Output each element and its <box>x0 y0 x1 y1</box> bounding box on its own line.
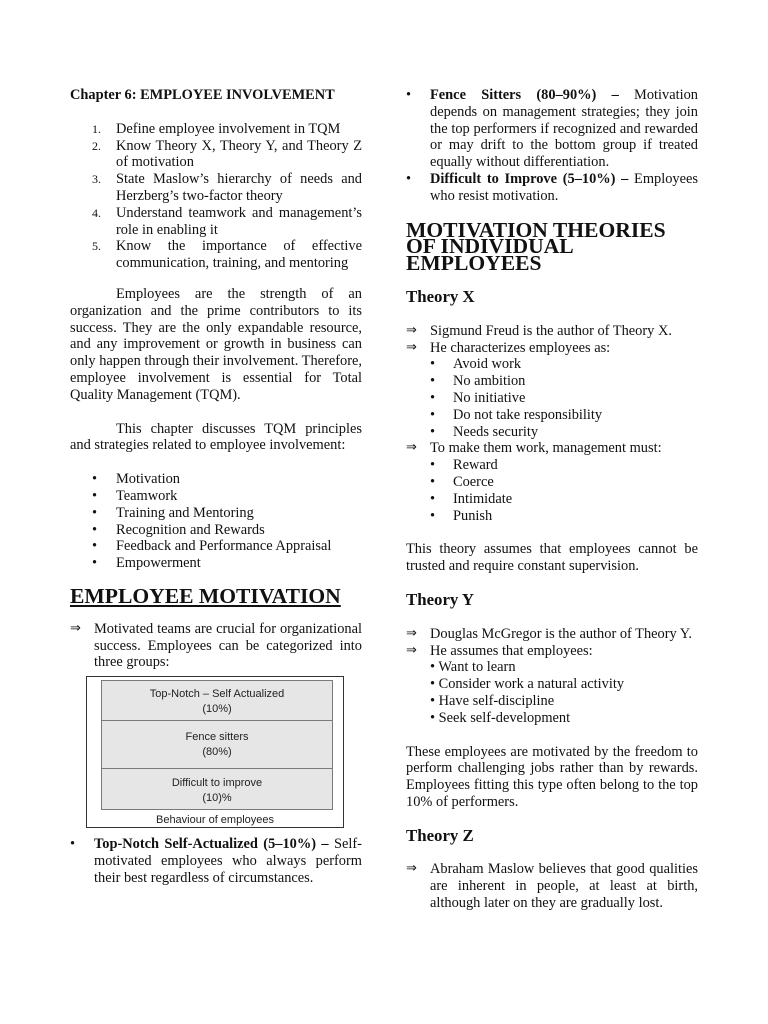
objective-number: 4. <box>92 205 101 220</box>
topic-item: • Training and Mentoring <box>92 504 254 521</box>
tier-difficult: Difficult to improve (10)% <box>101 768 333 810</box>
objective-text: Know the importance of effective communication, training, and mentoring <box>116 238 362 272</box>
double-arrow-icon: ⇒ <box>406 322 417 338</box>
theories-heading: MOTIVATION THEORIES OF INDIVIDUAL EMPLOYEES <box>406 217 666 276</box>
figure-caption: Behaviour of employees <box>155 814 274 827</box>
list-item: • Want to learn <box>430 659 516 676</box>
bullet-icon: • <box>92 555 98 572</box>
chapter-scope-paragraph: This chapter discusses TQM principles and strategies related to employee involvement: <box>70 420 362 454</box>
objective-item <box>70 205 362 239</box>
list-item: • Have self-discipline <box>430 692 555 709</box>
objective-item <box>70 238 362 272</box>
bullet-icon: • <box>430 507 436 524</box>
double-arrow-icon: ⇒ <box>406 339 417 355</box>
bullet-icon: • <box>406 170 412 187</box>
list-item: • Needs security <box>430 423 539 440</box>
bullet-icon: • <box>430 423 436 440</box>
topic-item: • Teamwork <box>92 487 178 504</box>
topnotch-item: • Top-Notch Self-Actualized (5–10%) – Self-motivated employees who always perform their best regardless of circumstances. <box>70 836 362 886</box>
bullet-icon: • <box>92 504 98 521</box>
bullet-icon: • <box>406 87 412 103</box>
list-item: • No ambition <box>430 373 526 390</box>
bullet-icon: • <box>430 473 436 490</box>
theory-y-author: ⇒ Douglas McGregor is the author of Theory Y. <box>406 625 692 642</box>
theory-x-author: ⇒ Sigmund Freud is the author of Theory X. <box>406 322 672 339</box>
objective-text: State Maslow’s hierarchy of needs and Herzberg’s two-factor theory <box>116 171 362 204</box>
theory-z-text: ⇒ Abraham Maslow believes that good qualities are inherent in people, at least at birth, although later on they are gradually lost. <box>406 861 698 912</box>
double-arrow-icon: ⇒ <box>406 861 417 877</box>
double-arrow-icon: ⇒ <box>406 642 417 658</box>
theory-x-summary: This theory assumes that employees cannot be trusted and require constant supervision. <box>406 541 698 575</box>
list-item: • Intimidate <box>430 490 513 507</box>
objective-number: 2. <box>92 138 101 153</box>
topic-item: • Recognition and Rewards <box>92 521 265 538</box>
theory-y-heading: Theory Y <box>406 589 475 609</box>
double-arrow-icon: ⇒ <box>70 620 81 636</box>
motivation-intro: ⇒ Motivated teams are crucial for organizational success. Employees can be categorized into three groups: <box>70 620 362 671</box>
bullet-icon: • <box>430 356 436 373</box>
list-item: • Do not take responsibility <box>430 406 603 423</box>
difficult-item: • Difficult to Improve (5–10%) – Employees who resist motivation. <box>406 170 698 204</box>
bullet-icon: • <box>70 836 76 853</box>
objective-number: 1. <box>92 121 101 136</box>
bullet-icon: • <box>430 373 436 390</box>
objective-item <box>70 121 362 138</box>
bullet-icon: • <box>92 538 98 555</box>
list-item: • Seek self-development <box>430 709 571 726</box>
double-arrow-icon: ⇒ <box>406 440 417 456</box>
objectives-list <box>70 121 362 272</box>
theory-y-assumes: ⇒ He assumes that employees: <box>406 642 593 659</box>
bullet-icon: • <box>430 406 436 423</box>
topic-item: • Motivation <box>92 471 180 488</box>
bullet-icon: • <box>430 490 436 507</box>
list-item: • No initiative <box>430 389 526 406</box>
tier-top-notch: Top-Notch – Self Actualized (10%) <box>101 680 333 721</box>
list-item: • Punish <box>430 507 493 524</box>
double-arrow-icon: ⇒ <box>406 625 417 641</box>
bullet-icon: • <box>430 457 436 474</box>
objective-number: 5. <box>92 239 101 254</box>
theory-x-management: ⇒ To make them work, management must: <box>406 440 662 457</box>
list-item: • Avoid work <box>430 356 522 373</box>
topic-item: • Empowerment <box>92 555 201 572</box>
bullet-icon: • <box>430 389 436 406</box>
list-item: • Coerce <box>430 473 494 490</box>
theory-x-traits <box>406 356 698 440</box>
bullet-icon: • <box>92 471 98 488</box>
objective-item <box>70 138 362 172</box>
objective-number: 3. <box>92 172 101 187</box>
bullet-icon: • <box>92 487 98 504</box>
objective-text: Understand teamwork and management’s role in enabling it <box>116 204 362 238</box>
objective-text: Know Theory X, Theory Y, and Theory Z of motivation <box>116 137 362 171</box>
theory-y-traits <box>406 659 698 726</box>
list-item: • Reward <box>430 457 498 474</box>
theory-x-heading: Theory X <box>406 286 475 306</box>
bullet-icon: • <box>92 521 98 538</box>
topic-item: • Feedback and Performance Appraisal <box>92 538 332 555</box>
topics-list <box>70 471 362 572</box>
objective-text: Define employee involvement in TQM <box>116 120 341 137</box>
list-item: • Consider work a natural activity <box>430 676 625 693</box>
tier-fence-sitters: Fence sitters (80%) <box>101 720 333 769</box>
theory-x-characterizes: ⇒ He characterizes employees as: <box>406 339 611 356</box>
employee-behaviour-figure <box>86 676 344 828</box>
intro-paragraph: Employees are the strength of an organization and the prime contributors to its success. They are the only expandable resource, and any improvement or growth in business can only happen through their involvement. Therefore, employee involvement is essential for Total Quality Management (TQM). <box>70 285 362 403</box>
left-column <box>70 87 362 887</box>
objective-item <box>70 171 362 205</box>
right-column <box>406 87 698 912</box>
fence-sitters-item: • Fence Sitters (80–90%) – Motivation depends on management strategies; they join the top performers if recognized and rewarded or may drift to the bottom group if treated equally without differentiation. <box>406 87 698 171</box>
theory-x-actions <box>406 457 698 524</box>
chapter-title: Chapter 6: EMPLOYEE INVOLVEMENT <box>70 87 335 103</box>
theory-z-heading: Theory Z <box>406 825 474 845</box>
motivation-heading: EMPLOYEE MOTIVATION <box>70 583 341 608</box>
theory-y-summary: These employees are motivated by the freedom to perform challenging jobs rather than by rewards. Employees fitting this type often belong to the top 10% of performers. <box>406 743 698 810</box>
